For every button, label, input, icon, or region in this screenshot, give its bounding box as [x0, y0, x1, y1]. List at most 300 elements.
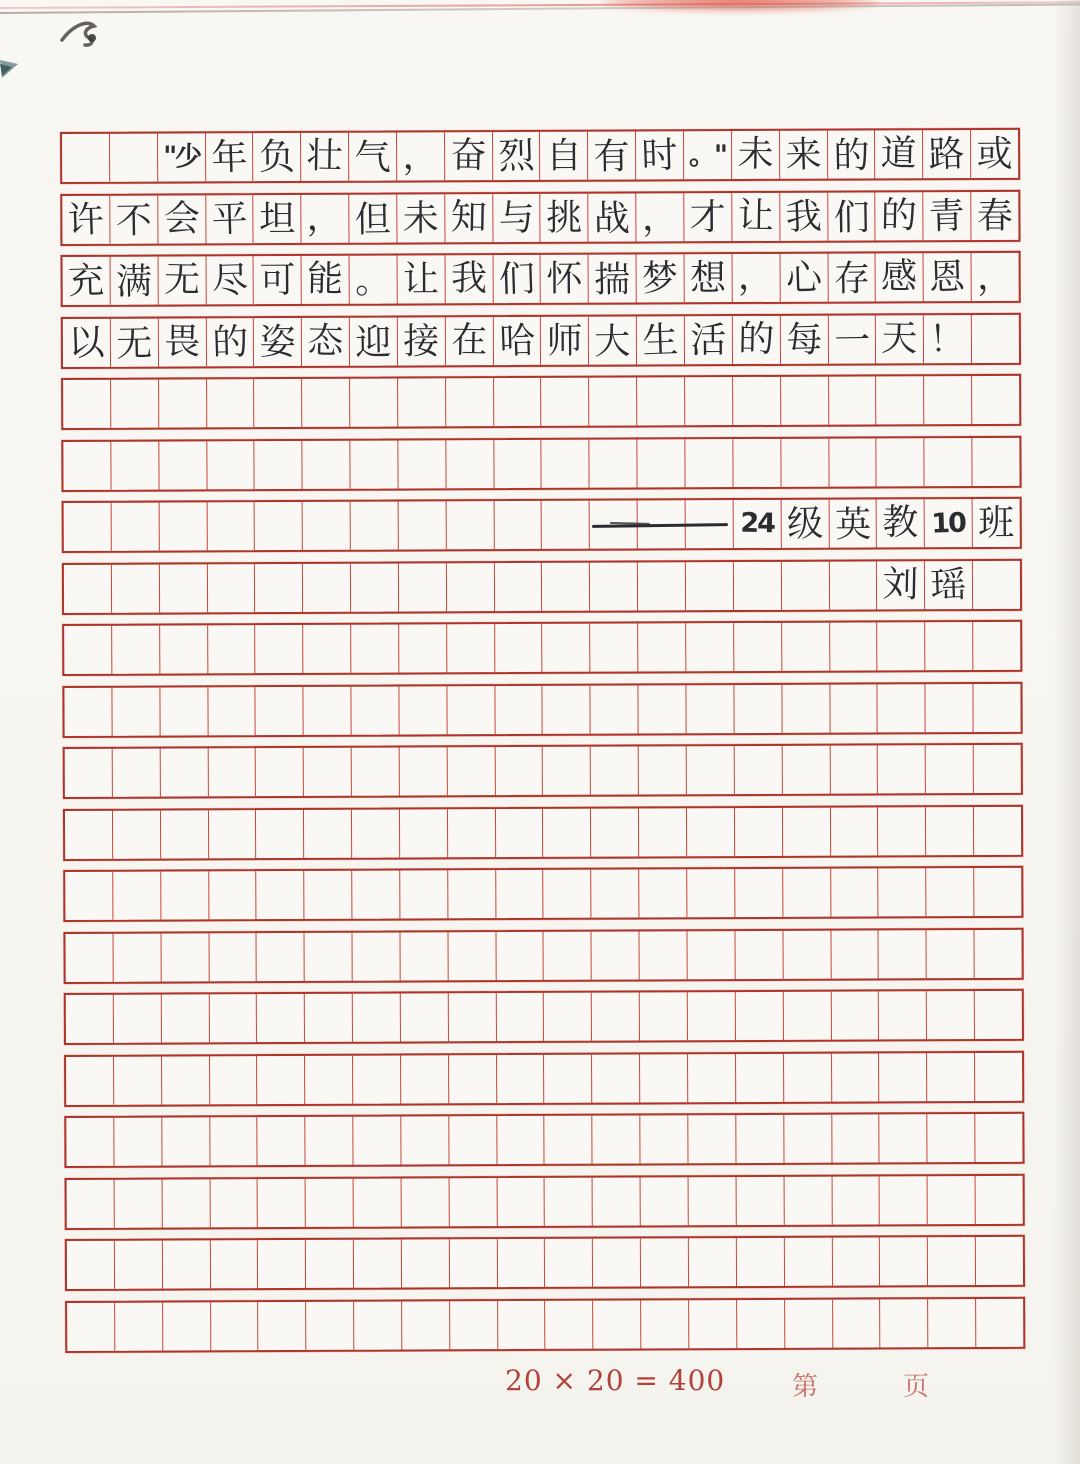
- handwritten-char: [111, 442, 158, 443]
- handwritten-char: 怀: [546, 258, 583, 300]
- handwritten-char: [926, 867, 973, 869]
- grid-cell: [497, 1116, 545, 1164]
- handwritten-char: [831, 869, 878, 870]
- grid-cell: [924, 315, 972, 363]
- handwritten-char: 级: [786, 503, 824, 546]
- handwritten-char: [304, 808, 351, 809]
- grid-cell: [688, 992, 736, 1040]
- grid-cell: [497, 1239, 545, 1287]
- grid-cell: [400, 747, 448, 795]
- grid-cell: [971, 130, 1018, 178]
- grid-cell: [733, 500, 781, 548]
- grid-cell: [208, 687, 256, 735]
- handwritten-char: [593, 1178, 640, 1179]
- grid-cell: [254, 379, 302, 427]
- grid-cell: [780, 131, 828, 179]
- grid-cell: [66, 1056, 114, 1104]
- grid-cell: [639, 685, 687, 733]
- grid-row: [62, 620, 1022, 676]
- handwritten-char: [831, 931, 878, 932]
- grid-cell: [638, 623, 686, 671]
- grid-cell: [737, 1238, 785, 1286]
- handwritten-char: [590, 440, 637, 441]
- handwritten-char: 道: [880, 133, 918, 175]
- grid-cell: [686, 562, 734, 610]
- grid-cell: [353, 994, 401, 1042]
- handwritten-char: 与: [497, 196, 536, 240]
- handwritten-char: 天: [881, 317, 919, 360]
- grid-cell: [306, 1178, 354, 1226]
- grid-cell: [687, 746, 735, 794]
- handwritten-char: [830, 685, 877, 686]
- handwritten-char: [592, 932, 639, 933]
- handwritten-char: ，: [976, 256, 1014, 298]
- grid-cell: [354, 1301, 402, 1349]
- handwritten-char: [783, 806, 830, 808]
- handwritten-char: [450, 1299, 497, 1300]
- handwritten-char: 想: [689, 258, 727, 300]
- handwritten-char: [496, 992, 543, 994]
- grid-cell: [209, 994, 257, 1042]
- handwritten-char: [784, 1175, 831, 1177]
- paper-corner-mark: [0, 54, 24, 86]
- handwritten-char: [112, 565, 159, 566]
- handwritten-char: [593, 1239, 640, 1240]
- grid-cell: [305, 994, 353, 1042]
- grid-cell: [445, 255, 493, 303]
- handwritten-char: [880, 1174, 927, 1175]
- handwritten-char: [159, 501, 206, 502]
- handwritten-char: [880, 1113, 927, 1114]
- handwritten-char: 壮: [306, 135, 344, 178]
- handwritten-char: [783, 991, 830, 993]
- grid-cell: [352, 809, 400, 857]
- handwritten-char: 未: [736, 133, 774, 176]
- handwritten-char: [591, 809, 638, 810]
- grid-cell: [543, 624, 591, 672]
- grid-cell: [926, 745, 974, 793]
- grid-cell: [401, 1055, 449, 1103]
- handwritten-char: [925, 437, 972, 439]
- grid-cell: [783, 807, 831, 855]
- grid-cell: [879, 1053, 927, 1101]
- grid-cell: [449, 993, 497, 1041]
- handwritten-char: [494, 439, 541, 441]
- grid-cell: [353, 932, 401, 980]
- grid-cell: [545, 1239, 593, 1287]
- grid-cell: [639, 869, 687, 917]
- grid-cell: [350, 317, 398, 365]
- handwritten-char: [879, 1051, 926, 1052]
- grid-cell: [495, 747, 543, 795]
- handwritten-char: [782, 683, 829, 685]
- grid-row: [65, 1296, 1025, 1352]
- handwritten-char: 姿: [259, 321, 296, 363]
- grid-cell: [64, 564, 112, 612]
- handwritten-char: [830, 746, 877, 747]
- grid-cell: [351, 686, 399, 734]
- grid-row: [62, 681, 1022, 737]
- handwritten-char: 时: [640, 134, 679, 177]
- handwritten-char: [352, 687, 399, 688]
- grid-cell: [256, 625, 304, 673]
- handwritten-char: [832, 1238, 879, 1239]
- grid-cell: [689, 1177, 737, 1225]
- handwritten-char: [208, 686, 255, 688]
- handwritten-char: 以: [67, 321, 105, 364]
- handwritten-char: 的: [737, 318, 775, 360]
- grid-cell: [735, 807, 783, 855]
- grid-cell: [880, 1237, 928, 1285]
- handwritten-char: [447, 684, 494, 685]
- handwritten-char: [589, 378, 636, 379]
- grid-cell: [829, 561, 877, 609]
- grid-cell: [637, 254, 685, 302]
- handwritten-char: [927, 990, 974, 992]
- grid-cell: [927, 930, 975, 978]
- handwritten-char: [306, 1177, 353, 1178]
- grid-cell: [493, 132, 541, 180]
- grid-cell: [830, 745, 878, 793]
- page-number-prefix: 第: [792, 1372, 819, 1402]
- handwritten-char: [66, 1117, 113, 1119]
- grid-cell: [210, 1240, 258, 1288]
- handwritten-char: 师: [546, 320, 583, 362]
- handwritten-char: 们: [497, 258, 536, 301]
- handwritten-char: 坦: [259, 198, 296, 240]
- grid-cell: [350, 379, 398, 427]
- handwritten-char: 自: [545, 135, 583, 177]
- grid-cell: [733, 377, 781, 425]
- handwritten-char: [638, 623, 685, 625]
- handwritten-char: [928, 1175, 975, 1177]
- grid-cell: [110, 134, 158, 182]
- handwritten-char: [161, 809, 208, 810]
- handwritten-char: [64, 502, 111, 504]
- grid-cell: [590, 562, 638, 610]
- handwritten-char: [497, 1054, 544, 1056]
- grid-cell: [255, 440, 303, 488]
- grid-cell: [62, 134, 110, 182]
- handwritten-char: [496, 808, 543, 810]
- grid-cell: [350, 256, 398, 304]
- grid-cell: [733, 315, 781, 363]
- grid-row: [64, 1112, 1024, 1168]
- grid-cell: [830, 622, 878, 670]
- grid-cell: [688, 1115, 736, 1163]
- grid-cell: [593, 1238, 641, 1286]
- grid-cell: [544, 931, 592, 979]
- handwritten-char: [67, 1240, 114, 1242]
- handwritten-char: [66, 933, 113, 935]
- grid-cell: [161, 994, 209, 1042]
- grid-cell: [829, 438, 877, 486]
- handwritten-char: [114, 1118, 161, 1119]
- handwritten-char: [163, 1301, 210, 1302]
- grid-cell: [495, 685, 543, 733]
- handwritten-char: [590, 501, 637, 502]
- grid-cell: [162, 1056, 210, 1104]
- grid-cell: [735, 930, 783, 978]
- grid-cell: [638, 562, 686, 610]
- handwritten-char: [163, 1239, 210, 1240]
- grid-cell: [401, 993, 449, 1041]
- grid-cell: [447, 624, 495, 672]
- handwritten-char: 的: [880, 194, 918, 237]
- grid-cell: [350, 440, 398, 488]
- handwritten-char: 生: [641, 319, 680, 362]
- grid-cell: [353, 1055, 401, 1103]
- grid-cell: [975, 991, 1022, 1039]
- grid-cell: [210, 1179, 258, 1227]
- grid-cell: [876, 315, 924, 363]
- handwritten-char: [352, 871, 399, 872]
- grid-cell: [494, 501, 542, 549]
- handwritten-char: [829, 377, 876, 378]
- grid-cell: [449, 1178, 497, 1226]
- grid-cell: [115, 1302, 163, 1350]
- grid-cell: [306, 1240, 354, 1288]
- handwritten-char: [210, 1116, 257, 1118]
- grid-cell: [928, 1299, 976, 1347]
- grid-cell: [593, 1300, 641, 1348]
- grid-cell: [115, 1241, 163, 1289]
- grid-cell: [302, 256, 350, 304]
- grid-cell: [877, 561, 925, 609]
- grid-cell: [973, 683, 1020, 731]
- handwritten-char: 瑶: [929, 564, 968, 607]
- grid-row: [60, 189, 1020, 245]
- grid-cell: [207, 564, 255, 612]
- grid-row: [61, 374, 1021, 430]
- grid-cell: [685, 316, 733, 364]
- grid-cell: [400, 932, 448, 980]
- grid-cell: [158, 195, 206, 243]
- handwritten-char: [161, 870, 208, 871]
- grid-cell: [926, 807, 974, 855]
- handwritten-char: [306, 1300, 353, 1301]
- grid-cell: [925, 622, 973, 670]
- grid-cell: [782, 684, 830, 732]
- grid-cell: [303, 625, 351, 673]
- grid-cell: [210, 1117, 258, 1165]
- grid-cell: [685, 439, 733, 487]
- handwritten-char: [303, 562, 350, 563]
- grid-cell: [589, 316, 637, 364]
- grid-cell: [301, 194, 349, 242]
- grid-cell: [543, 808, 591, 856]
- handwritten-char: [162, 1055, 209, 1056]
- grid-cell: [401, 1116, 449, 1164]
- grid-cell: [494, 378, 542, 426]
- handwritten-char: ，: [737, 256, 775, 299]
- grid-cell: [493, 193, 541, 241]
- grid-cell: [542, 439, 590, 487]
- grid-row: [63, 927, 1023, 983]
- grid-cell: [302, 379, 350, 427]
- handwritten-char: [110, 134, 157, 135]
- grid-cell: [158, 133, 206, 181]
- handwritten-char: 才: [689, 196, 726, 238]
- grid-cell: [62, 195, 110, 243]
- grid-cell: [877, 499, 925, 547]
- grid-cell: [783, 930, 831, 978]
- grid-cell: [398, 317, 446, 365]
- handwritten-char: [496, 869, 543, 871]
- grid-cell: [830, 684, 878, 732]
- grid-cell: [689, 1300, 737, 1348]
- handwritten-char: 的: [832, 135, 870, 177]
- handwritten-char: 态: [307, 320, 344, 362]
- grid-cell: [448, 870, 496, 918]
- grid-cell: [64, 626, 112, 674]
- grid-cell: [160, 564, 208, 612]
- grid-cell: [354, 1178, 402, 1226]
- grid-cell: [402, 1239, 450, 1287]
- handwritten-char: 我: [784, 195, 823, 238]
- handwritten-char: [639, 807, 686, 809]
- handwritten-char: [785, 1237, 832, 1239]
- grid-cell: [305, 1055, 353, 1103]
- grid-cell: [876, 376, 924, 424]
- handwritten-char: 尽: [210, 259, 249, 302]
- handwritten-char: 让: [737, 195, 775, 237]
- grid-cell: [781, 377, 829, 425]
- grid-cell: [878, 807, 926, 855]
- handwritten-char: "少: [162, 141, 201, 173]
- grid-cell: [159, 502, 207, 550]
- grid-cell: [640, 1054, 688, 1102]
- handwritten-char: [448, 807, 495, 808]
- handwritten-char: [639, 684, 686, 686]
- grid-cell: [210, 1056, 258, 1104]
- grid-cell: [494, 439, 542, 487]
- handwritten-char: [494, 500, 541, 502]
- handwritten-char: [590, 563, 637, 564]
- handwritten-char: [64, 625, 111, 627]
- grid-cell: [542, 562, 590, 610]
- grid-cell: [736, 1053, 784, 1101]
- handwritten-char: [783, 868, 830, 870]
- handwritten-char: [637, 438, 684, 440]
- grid-cell: [927, 1053, 975, 1101]
- handwritten-char: 心: [785, 257, 823, 300]
- handwritten-char: 来: [784, 134, 822, 177]
- handwritten-char: [302, 377, 349, 378]
- grid-cell: [878, 684, 926, 732]
- handwritten-char: 许: [67, 198, 105, 241]
- handwritten-char: [159, 378, 206, 379]
- handwritten-char: 班: [978, 502, 1015, 544]
- grid-cell: [541, 193, 589, 241]
- grid-cell: [732, 131, 780, 179]
- grid-cell: [686, 623, 734, 671]
- handwritten-char: [114, 995, 161, 996]
- handwritten-char: [736, 991, 783, 992]
- grid-cell: [209, 871, 257, 919]
- grid-cell: [257, 994, 305, 1042]
- grid-row: [62, 558, 1022, 614]
- grid-cell: [925, 561, 973, 609]
- grid-cell: [446, 378, 494, 426]
- handwritten-char: [113, 749, 160, 750]
- grid-cell: [400, 809, 448, 857]
- grid-cell: [684, 193, 732, 241]
- grid-cell: [972, 253, 1019, 301]
- grid-cell: [880, 1299, 928, 1347]
- handwritten-char: [162, 1178, 209, 1179]
- grid-cell: [306, 1117, 354, 1165]
- grid-cell: [974, 806, 1021, 854]
- handwritten-char: [781, 437, 828, 439]
- grid-cell: [591, 808, 639, 856]
- grid-cell: [110, 195, 158, 243]
- handwritten-char: 们: [832, 196, 870, 239]
- ink-scribble-mark: [58, 16, 122, 52]
- grid-cell: [163, 1240, 211, 1288]
- handwritten-char: 接: [403, 320, 440, 363]
- grid-cell: [546, 1300, 594, 1348]
- grid-cell: [589, 254, 637, 302]
- handwritten-char: [64, 564, 111, 566]
- grid-cell: [161, 871, 209, 919]
- grid-row: [65, 1235, 1025, 1291]
- grid-cell: [209, 933, 257, 981]
- handwritten-char: [879, 990, 926, 991]
- handwritten-char: [304, 685, 351, 686]
- grid-cell: [159, 318, 207, 366]
- handwritten-char: 负: [258, 136, 295, 179]
- handwritten-char: [449, 1115, 496, 1116]
- grid-cell: [923, 192, 971, 240]
- grid-cell: [257, 1055, 305, 1103]
- grid-cell: [301, 133, 349, 181]
- grid-cell: [65, 810, 113, 858]
- handwritten-char: [590, 624, 637, 625]
- grid-cell: [641, 1238, 689, 1286]
- grid-cell: [65, 749, 113, 797]
- handwritten-char: [925, 621, 972, 623]
- grid-cell: [114, 1056, 162, 1104]
- handwritten-char: [831, 992, 878, 993]
- handwritten-char: [305, 931, 352, 932]
- grid-cell: [828, 192, 876, 240]
- handwritten-char: 未: [402, 197, 439, 240]
- grid-cell: [928, 1176, 976, 1224]
- handwritten-char: [591, 747, 638, 748]
- grid-row: [64, 989, 1024, 1045]
- handwritten-char: [111, 380, 158, 381]
- grid-cell: [588, 131, 636, 179]
- handwritten-char: [784, 1052, 831, 1054]
- handwritten-char: [878, 805, 925, 806]
- grid-cell: [256, 809, 304, 857]
- handwritten-char: 知: [450, 196, 487, 239]
- grid-cell: [160, 687, 208, 735]
- grid-cell: [784, 1053, 832, 1101]
- handwritten-char: 有: [593, 136, 631, 178]
- handwritten-char: [495, 746, 542, 748]
- handwritten-char: [928, 1236, 975, 1238]
- grid-cell: [447, 563, 495, 611]
- grid-cell: [446, 317, 494, 365]
- grid-cell: [496, 808, 544, 856]
- handwritten-char: [304, 746, 351, 747]
- grid-cell: [590, 623, 638, 671]
- grid-row: [63, 804, 1023, 860]
- handwritten-char: [876, 375, 923, 376]
- grid-cell: [114, 1179, 162, 1227]
